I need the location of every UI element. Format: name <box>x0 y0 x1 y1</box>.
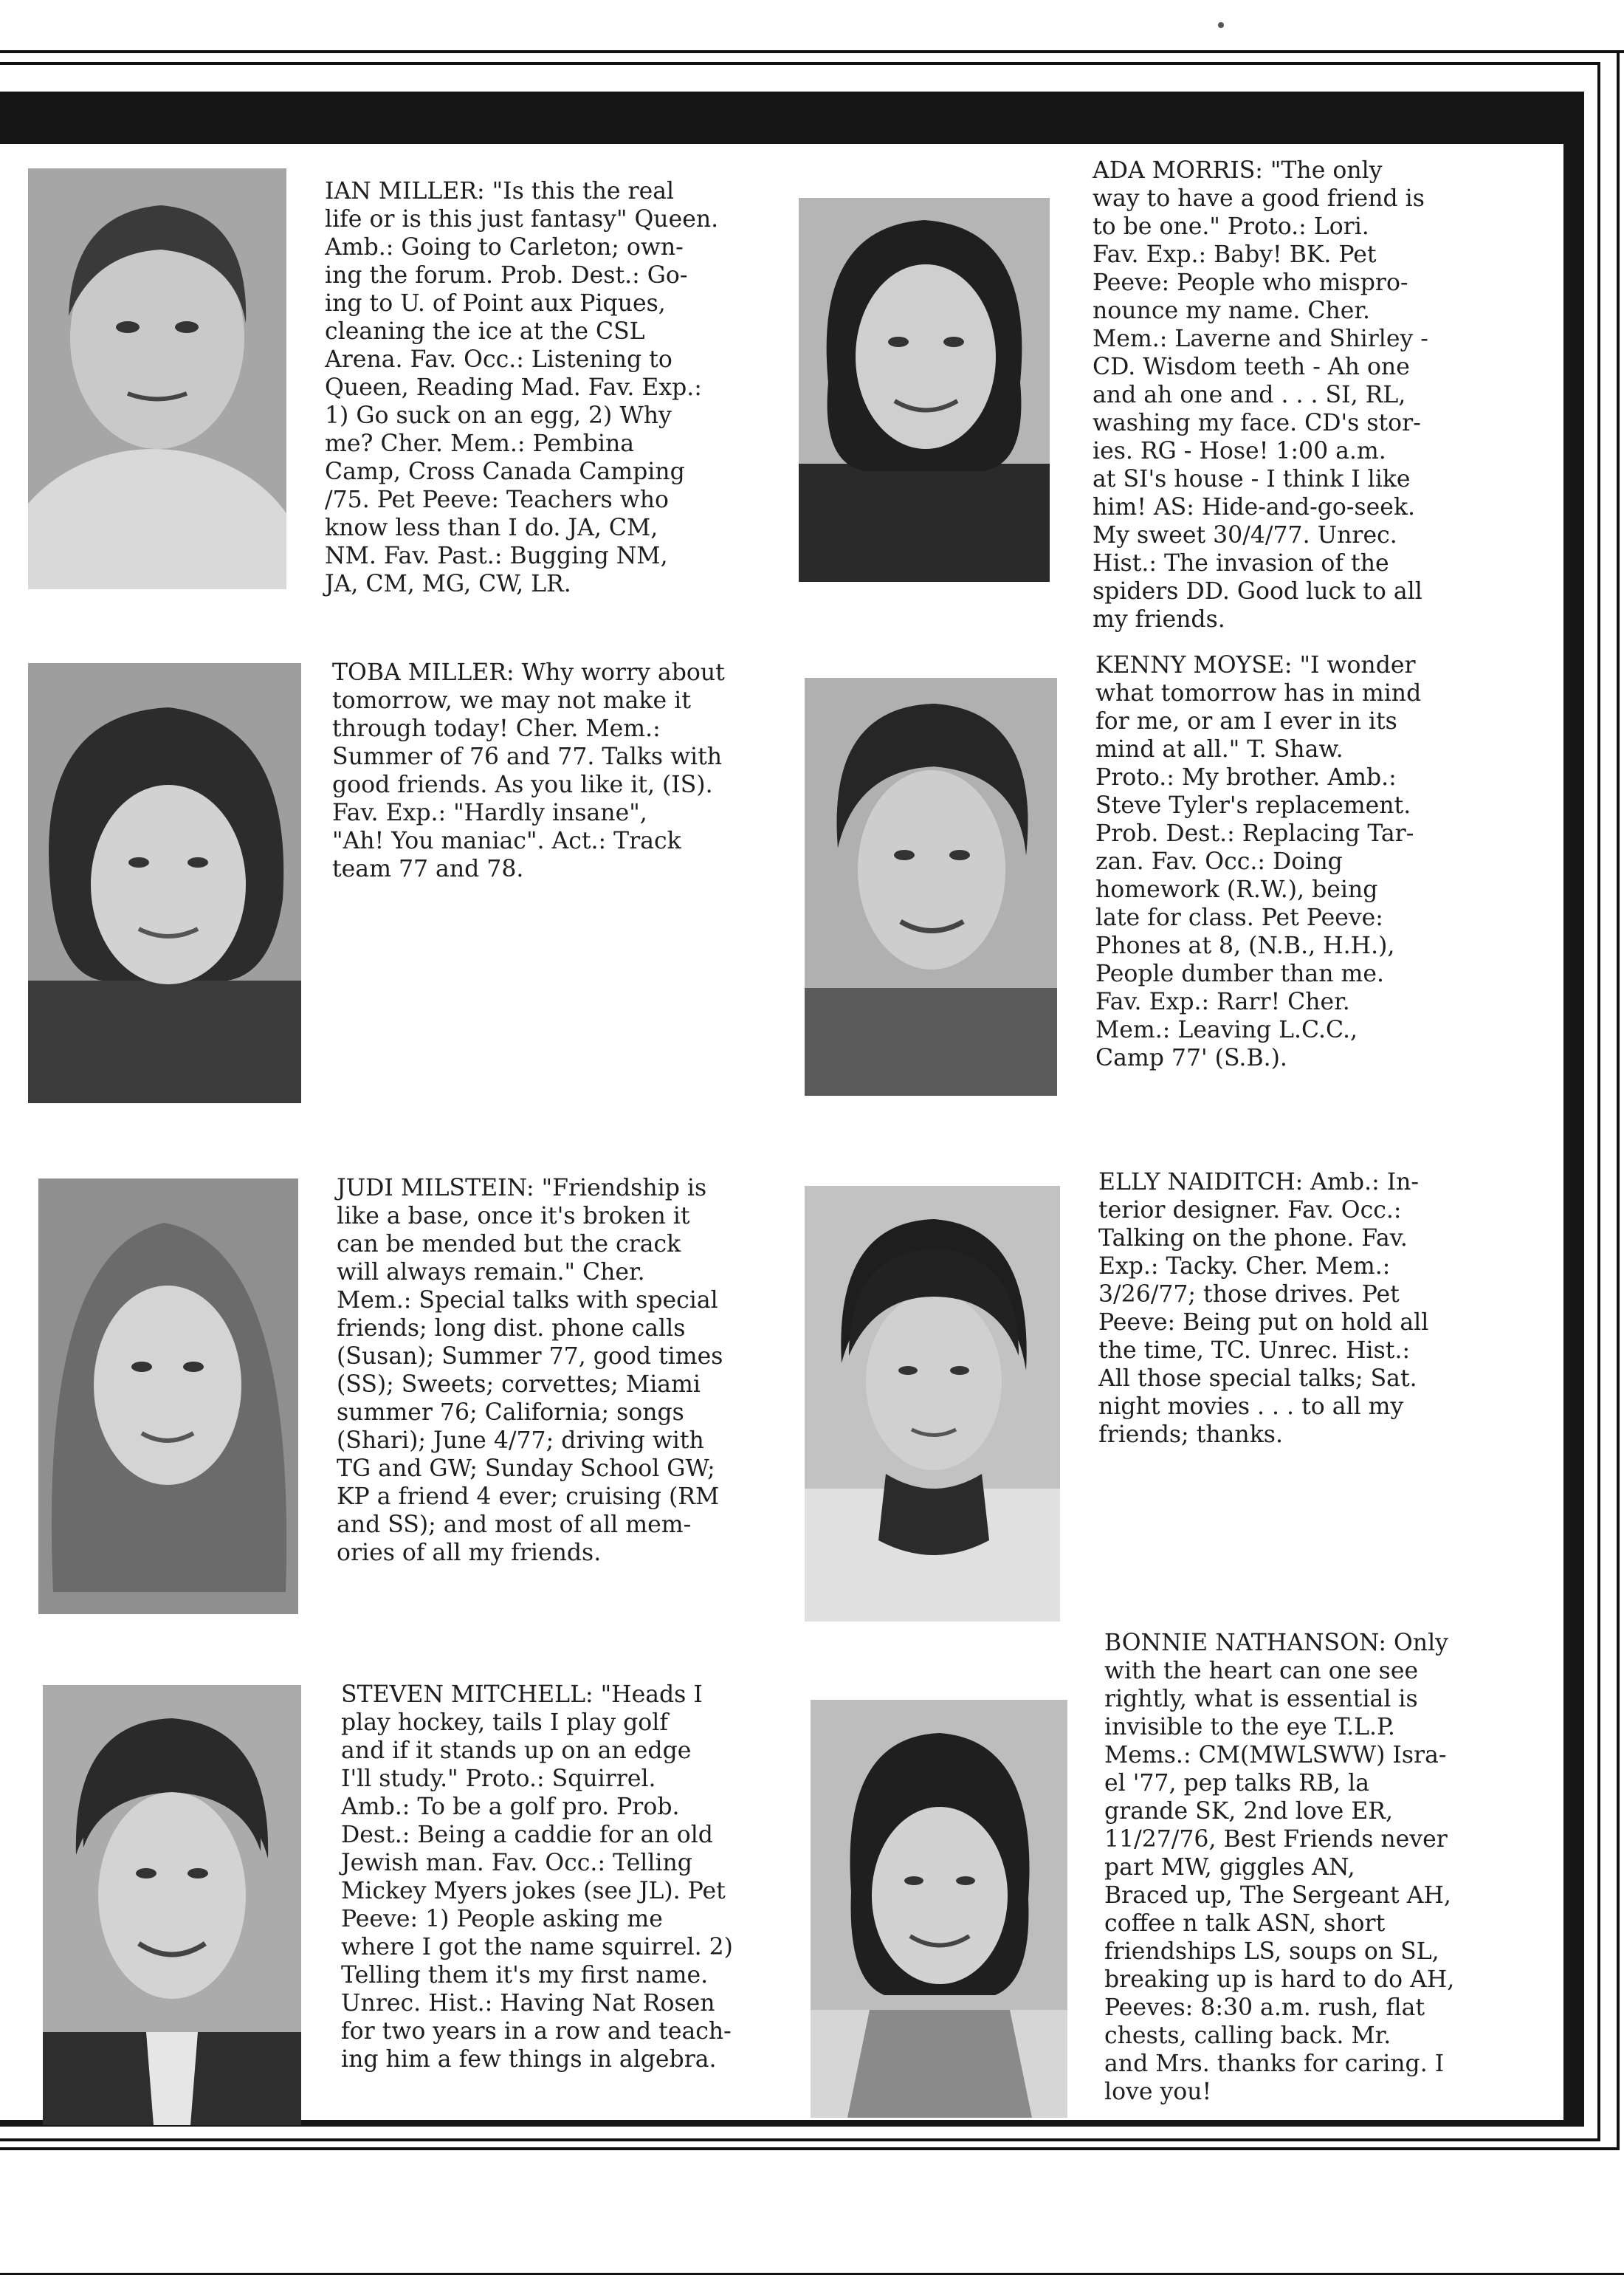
bio-bonnie-nathanson: BONNIE NATHANSON: Only with the heart can one see rightly, what is essential is invisible to the eye T.L.P. Mems.: CM(MWLSWW) Isra- el '77, pep talks RB, la grande SK, 2nd love ER, 11/27/76, Best Friends never part MW, giggles AN, Braced up, The Sergeant AH, coffee n talk ASN, short friendships LS, soups on SL, breaking up is hard to do AH, Peeves: 8:30 a.m. rush, flat chests, calling back. Mr. and Mrs. thanks for caring. I love you! <box>1104 1630 1455 2105</box>
top-mark <box>1218 22 1224 28</box>
bottom-rule-outer <box>0 2147 1620 2150</box>
bio-elly-naiditch: ELLY NAIDITCH: Amb.: In- terior designer. Fav. Occ.: Talking on the phone. Fav. Exp.: Tacky. Cher. Mem.: 3/26/77; those drives. Pet Peeve: Being put on hold all the time, TC. Unrec. Hist.: All those special talks; Sat. night movies . . . to all my friends; thanks. <box>1098 1169 1429 1448</box>
right-rule-outer <box>1617 50 1620 2149</box>
bio-ian-miller: IAN MILLER: "Is this the real life or is this just fantasy" Queen. Amb.: Going to Carleton; own- ing the forum. Prob. Dest.: Go- ing to U. of Point aux Piques, cleaning the ice at the CSL Arena. Fav. Occ.: Listening to Queen, Reading Mad. Fav. Exp.: 1) Go suck on an egg, 2) Why me? Cher. Mem.: Pembina Camp, Cross Canada Camping /75. Pet Peeve: Teachers who know less than I do. JA, CM, NM. Fav. Past.: Bugging NM, JA, CM, MG, CW, LR. <box>325 178 719 597</box>
portrait-photo-elly-naiditch <box>805 1186 1060 1622</box>
portrait-photo-toba-miller <box>28 663 301 1103</box>
portrait-photo-kenny-moyse <box>805 678 1057 1096</box>
portrait-photo-ian-miller <box>28 168 286 589</box>
portrait-photo-bonnie-nathanson <box>811 1700 1067 2118</box>
portrait-photo-ada-morris <box>799 198 1050 582</box>
right-rule-inner <box>1597 62 1600 2141</box>
top-rule-inner <box>0 62 1600 65</box>
bottom-rule-inner <box>0 2138 1600 2141</box>
bio-ada-morris: ADA MORRIS: "The only way to have a good friend is to be one." Proto.: Lori. Fav. Exp.: Baby! BK. Pet Peeve: People who mispro- nounce my name. Cher. Mem.: Laverne and Shirley - CD. Wisdom teeth - Ah one and ah one and . . . SI, RL, washing my face. CD's stor- ies. RG - Hose! 1:00 a.m. at SI's house - I think I like him! AS: Hide-and-go-seek. My sweet 30/4/77. Unrec. Hist.: The invasion of the spiders DD. Good luck to all my friends. <box>1093 157 1428 633</box>
bio-toba-miller: TOBA MILLER: Why worry about tomorrow, we may not make it through today! Cher. Mem.: Summer of 76 and 77. Talks with good friends. As you like it, (IS). Fav. Exp.: "Hardly insane", "Ah! You maniac". Act.: Track team 77 and 78. <box>332 659 725 882</box>
bio-kenny-moyse: KENNY MOYSE: "I wonder what tomorrow has in mind for me, or am I ever in its mind at all." T. Shaw. Proto.: My brother. Amb.: Steve Tyler's replacement. Prob. Dest.: Replacing Tar- zan. Fav. Occ.: Doing homework (R.W.), being late for class. Pet Peeve: Phones at 8, (N.B., H.H.), People dumber than me. Fav. Exp.: Rarr! Cher. Mem.: Leaving L.C.C., Camp 77' (S.B.). <box>1095 652 1422 1071</box>
bio-steven-mitchell: STEVEN MITCHELL: "Heads I play hockey, tails I play golf and if it stands up on an edge I'll study." Proto.: Squirrel. Amb.: To be a golf pro. Prob. Dest.: Being a caddie for an old Jewish man. Fav. Occ.: Telling Mickey Myers jokes (see JL). Pet Peeve: 1) People asking me where I got the name squirrel. 2) Telling them it's my first name. Unrec. Hist.: Having Nat Rosen for two years in a row and teach- ing him a few things in algebra. <box>341 1681 733 2073</box>
portrait-photo-steven-mitchell <box>43 1685 301 2125</box>
portrait-photo-judi-milstein <box>38 1178 298 1614</box>
bottom-rule-foot <box>0 2273 1624 2275</box>
top-rule-outer <box>0 50 1624 53</box>
bio-judi-milstein: JUDI MILSTEIN: "Friendship is like a base, once it's broken it can be mended but the crack will always remain." Cher. Mem.: Special talks with special friends; long dist. phone calls (Susan); Summer 77, good times (SS); Sweets; corvettes; Miami summer 76; California; songs (Shari); June 4/77; driving with TG and GW; Sunday School GW; KP a friend 4 ever; cruising (RM and SS); and most of all mem- ories of all my friends. <box>337 1175 723 1566</box>
